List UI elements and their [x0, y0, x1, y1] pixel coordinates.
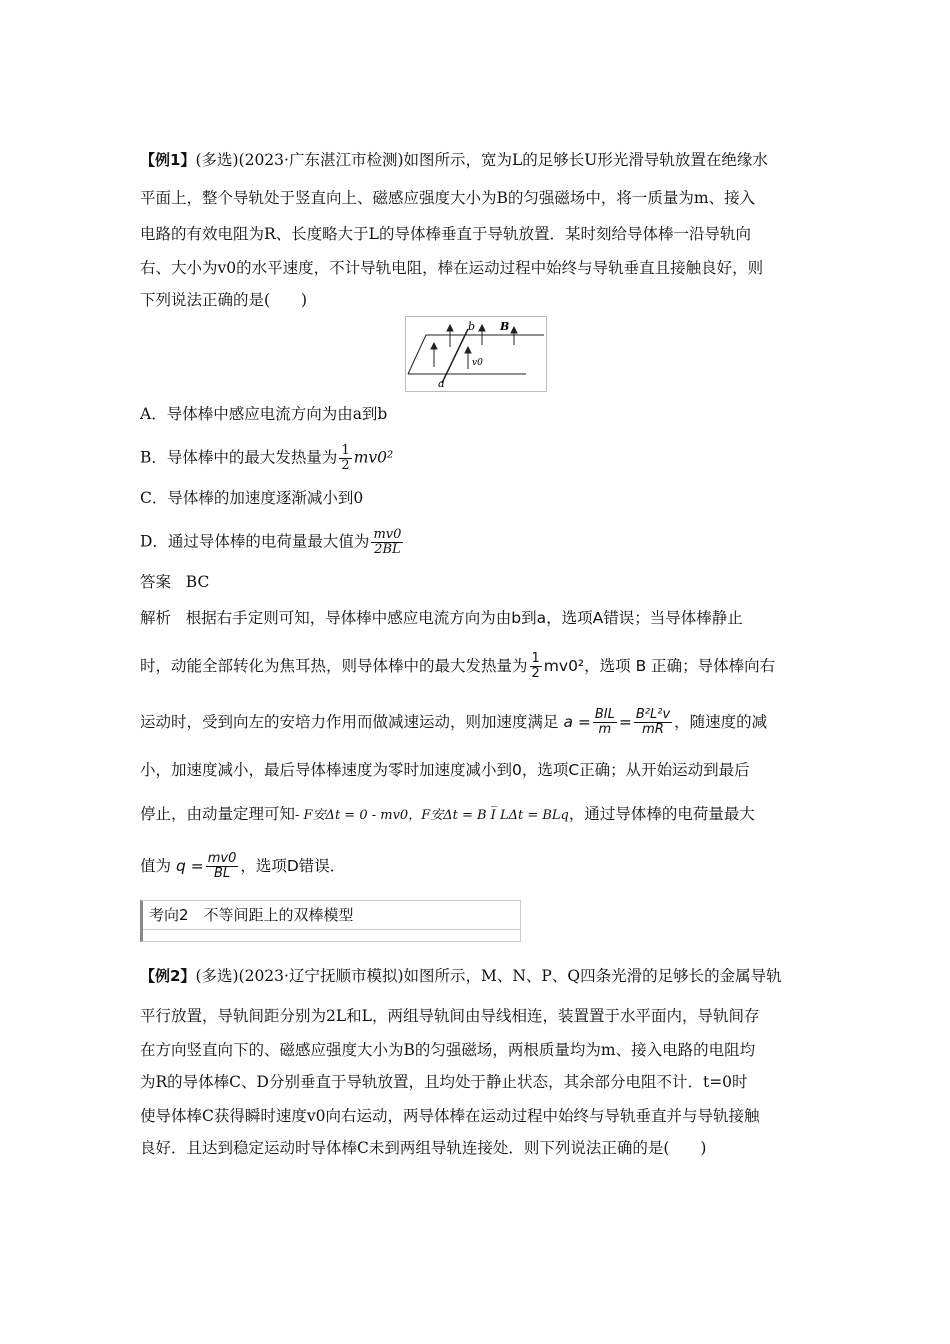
- example2-line-5: 使导体棒C获得瞬时速度v0向右运动，两导体棒在运动过程中始终与导轨垂直并与导轨接触: [140, 1107, 760, 1125]
- analysis-line-5: 停止，由动量定理可知- F安Δt = 0 - mv0，F安Δt = B I̅ LΔt = BLq，通过导体棒的电荷量最大: [140, 805, 755, 823]
- example2-line-3: 在方向竖直向下的、磁感应强度大小为B的匀强磁场，两根质量均为m、接入电路的电阻均: [140, 1041, 756, 1059]
- example2-line-6: 良好．且达到稳定运动时导体棒C未到两组导轨连接处．则下列说法正确的是( ): [140, 1139, 707, 1157]
- analysis-line-2: 时，动能全部转化为焦耳热，则导体棒中的最大发热量为 $\frac{1}{2}$ mv0²，选项 B 正确；导体棒向右: [140, 651, 776, 681]
- option-a: A．导体棒中感应电流方向为由a到b: [140, 405, 388, 423]
- section-header: 考向2 不等间距上的双棒模型: [149, 906, 354, 924]
- figure-label-v0: v0: [472, 358, 483, 368]
- figure-label-b: b: [468, 320, 476, 333]
- example1-line-2: 平面上，整个导轨处于竖直向上、磁感应强度大小为B的匀强磁场中，将一质量为m、接入: [140, 189, 756, 207]
- figure-label-a: a: [438, 377, 445, 390]
- example1-line-3: 电路的有效电阻为R、长度略大于L的导体棒垂直于导轨放置．某时刻给导体棒一沿导轨向: [140, 225, 751, 243]
- example1-line-4: 右、大小为v0的水平速度，不计导轨电阻，棒在运动过程中始终与导轨垂直且接触良好，则: [140, 259, 764, 277]
- example2-line-1: 【例2】(多选)(2023·辽宁抚顺市模拟)如图所示，M、N、P、Q四条光滑的足够长的金属导轨: [140, 967, 782, 985]
- option-b: B．导体棒中的最大发热量为 $\frac{1}{2}$ mv0²: [140, 443, 394, 473]
- rail-diagram: [406, 317, 546, 391]
- option-c: C．导体棒的加速度逐渐减小到0: [140, 489, 364, 507]
- figure-label-B: B: [500, 320, 510, 333]
- fraction-d: $\frac{mv0}{2BL}$: [373, 527, 402, 557]
- example2-tag: 【例2】: [140, 967, 196, 985]
- option-d: D．通过导体棒的电荷量最大值为 $\frac{mv0}{2BL}$: [140, 527, 402, 557]
- analysis-line-6: 值为 q = $\frac{mv0}{BL}$ ，选项D错误．: [140, 851, 346, 881]
- example1-line-1: 【例1】(多选)(2023·广东湛江市检测)如图所示，宽为L的足够长U形光滑导轨放置在绝缘水: [140, 151, 768, 169]
- example1-tag: 【例1】: [140, 151, 196, 169]
- analysis-line-4: 小，加速度减小，最后导体棒速度为零时加速度减小到0，选项C正确；从开始运动到最后: [140, 761, 750, 779]
- answer: 答案 BC: [140, 573, 210, 591]
- section-header-box: [140, 900, 521, 942]
- fraction-half: $\frac{1}{2}$: [341, 443, 350, 473]
- example2-line-2: 平行放置，导轨间距分别为2L和L，两组导轨间由导线相连，装置置于水平面内，导轨间存: [140, 1007, 760, 1025]
- example1-line-5: 下列说法正确的是( ): [140, 291, 308, 309]
- example2-line-4: 为R的导体棒C、D分别垂直于导轨放置，且均处于静止状态，其余部分电阻不计．t=0时: [140, 1073, 748, 1091]
- analysis-line-3: 运动时，受到向左的安培力作用而做减速运动，则加速度满足 a = $\frac{\text{BIL}}{m}$ = $\frac{\text{B²L²v}}{mR}$ ，随速度的减: [140, 707, 768, 737]
- analysis-line-1: 解析 根据右手定则可知，导体棒中感应电流方向为由b到a，选项A错误；当导体棒静止: [140, 609, 743, 627]
- rail-figure: [405, 316, 547, 392]
